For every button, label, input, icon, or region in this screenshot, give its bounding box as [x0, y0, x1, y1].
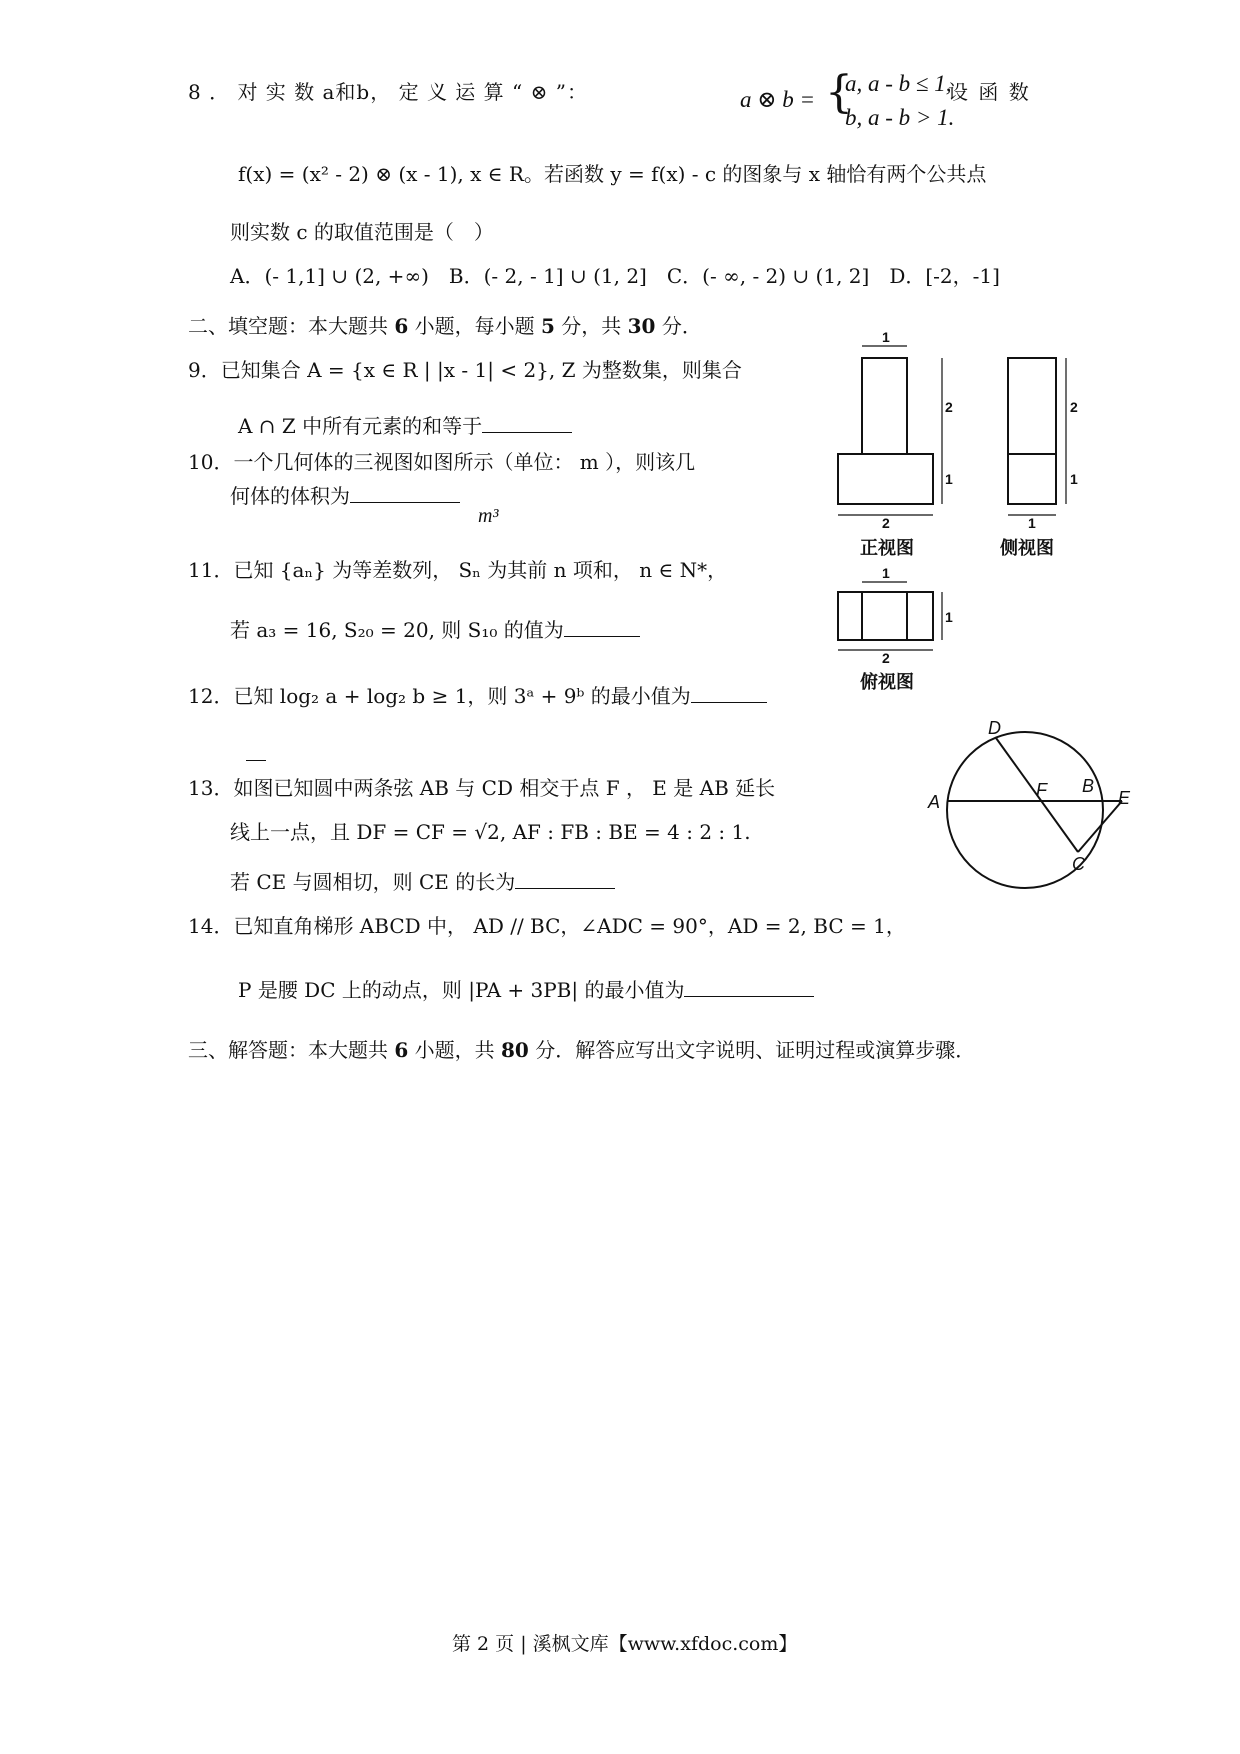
q8-def-tail: 设 函 数	[948, 80, 1031, 104]
side-right-dim-lower: 1	[1070, 471, 1078, 487]
top-right-dim: 1	[945, 609, 953, 625]
q8-brace: {	[825, 67, 853, 118]
top-bottom-dim: 2	[882, 650, 890, 666]
q14-line2: P 是腰 DC 上的动点，则 |PA + 3PB| 的最小值为	[238, 976, 814, 1004]
q13-line3: 若 CE 与圆相切，则 CE 的长为	[230, 868, 615, 896]
label-e: E	[1118, 788, 1131, 808]
label-d: D	[988, 720, 1001, 738]
label-b: B	[1082, 776, 1095, 796]
q10-line1: 10．一个几何体的三视图如图所示（单位： m ），则该几	[188, 450, 696, 474]
q8-line3: 则实数 c 的取值范围是（ ）	[230, 220, 494, 244]
q8-case2: b, a - b > 1.	[845, 105, 955, 130]
q11-line2: 若 a₃ = 16, S₂₀ = 20, 则 S₁₀ 的值为	[230, 616, 640, 644]
top-view	[838, 582, 942, 650]
section3-heading: 三、解答题：本大题共 6 小题，共 80 分．解答应写出文字说明、证明过程或演算步骤．	[188, 1038, 976, 1062]
label-c: C	[1072, 854, 1085, 874]
q13-line2: 线上一点，且 DF = CF = √2, AF : FB : BE = 4 : 2 : 1.	[230, 820, 751, 844]
three-view-figure	[830, 330, 1090, 700]
q8-case1: a, a - b ≤ 1,	[845, 71, 952, 96]
q11-line1: 11．已知 {aₙ} 为等差数列， Sₙ 为其前 n 项和， n ∈ N*，	[188, 558, 728, 582]
q8-options: A．(- 1,1] ∪ (2, +∞) B．(- 2, - 1] ∪ (1, 2] C．(- ∞, - 2) ∪ (1, 2] D．[-2，-1]	[230, 264, 1000, 288]
label-f: F	[1036, 780, 1047, 800]
tangent-ce	[1078, 801, 1122, 852]
top-top-dim: 1	[882, 565, 890, 581]
q13-line1: 13．如图已知圆中两条弦 AB 与 CD 相交于点 F ， E 是 AB 延长	[188, 776, 776, 800]
q12-line1: 12．已知 log₂ a + log₂ b ≥ 1，则 3ᵃ + 9ᵇ 的最小值为	[188, 682, 767, 710]
side-view-label: 侧视图	[1000, 538, 1054, 558]
front-top-dim: 1	[882, 330, 890, 345]
top-view-label: 俯视图	[860, 672, 914, 692]
front-right-dim-lower: 1	[945, 471, 953, 487]
front-view-label: 正视图	[860, 538, 914, 558]
q10-line2: 何体的体积为	[230, 482, 460, 510]
side-view	[1008, 358, 1066, 515]
q8-line1: 8 ． 对 实 数 a和b， 定 义 运 算 “ ⊗ ”：	[188, 80, 588, 104]
q9-answer-blank[interactable]	[482, 412, 572, 433]
front-view	[838, 346, 942, 515]
label-a: A	[928, 792, 941, 812]
q14-answer-blank[interactable]	[684, 976, 814, 997]
side-right-dim-upper: 2	[1070, 399, 1078, 415]
q12-answer-blank[interactable]	[691, 682, 767, 703]
q10-answer-blank[interactable]	[350, 482, 460, 503]
q8-line2: f(x) = (x² - 2) ⊗ (x - 1), x ∈ R。若函数 y = f(x) - c 的图象与 x 轴恰有两个公共点	[238, 162, 987, 186]
page-footer: 第 2 页 | 溪枫文库【www.xfdoc.com】	[452, 1633, 798, 1655]
q8-def-lhs: a ⊗ b =	[740, 87, 816, 112]
section2-heading: 二、填空题：本大题共 6 小题，每小题 5 分，共 30 分．	[188, 314, 702, 338]
side-bottom-dim: 1	[1028, 515, 1036, 531]
q11-answer-blank[interactable]	[564, 616, 640, 637]
front-bottom-dim: 2	[882, 515, 890, 531]
q10-unit: m³	[478, 505, 499, 527]
q12-answer-blank-cont	[246, 740, 266, 761]
circle-figure	[920, 720, 1140, 900]
q9-line1: 9．已知集合 A = {x ∈ R | |x - 1| < 2}, Z 为整数集，则集合	[188, 358, 742, 382]
q9-line2: A ∩ Z 中所有元素的和等于	[238, 412, 572, 440]
front-right-dim-upper: 2	[945, 399, 953, 415]
q13-answer-blank[interactable]	[515, 868, 615, 889]
q14-line1: 14．已知直角梯形 ABCD 中， AD // BC，∠ADC = 90°，AD = 2, BC = 1，	[188, 914, 906, 938]
